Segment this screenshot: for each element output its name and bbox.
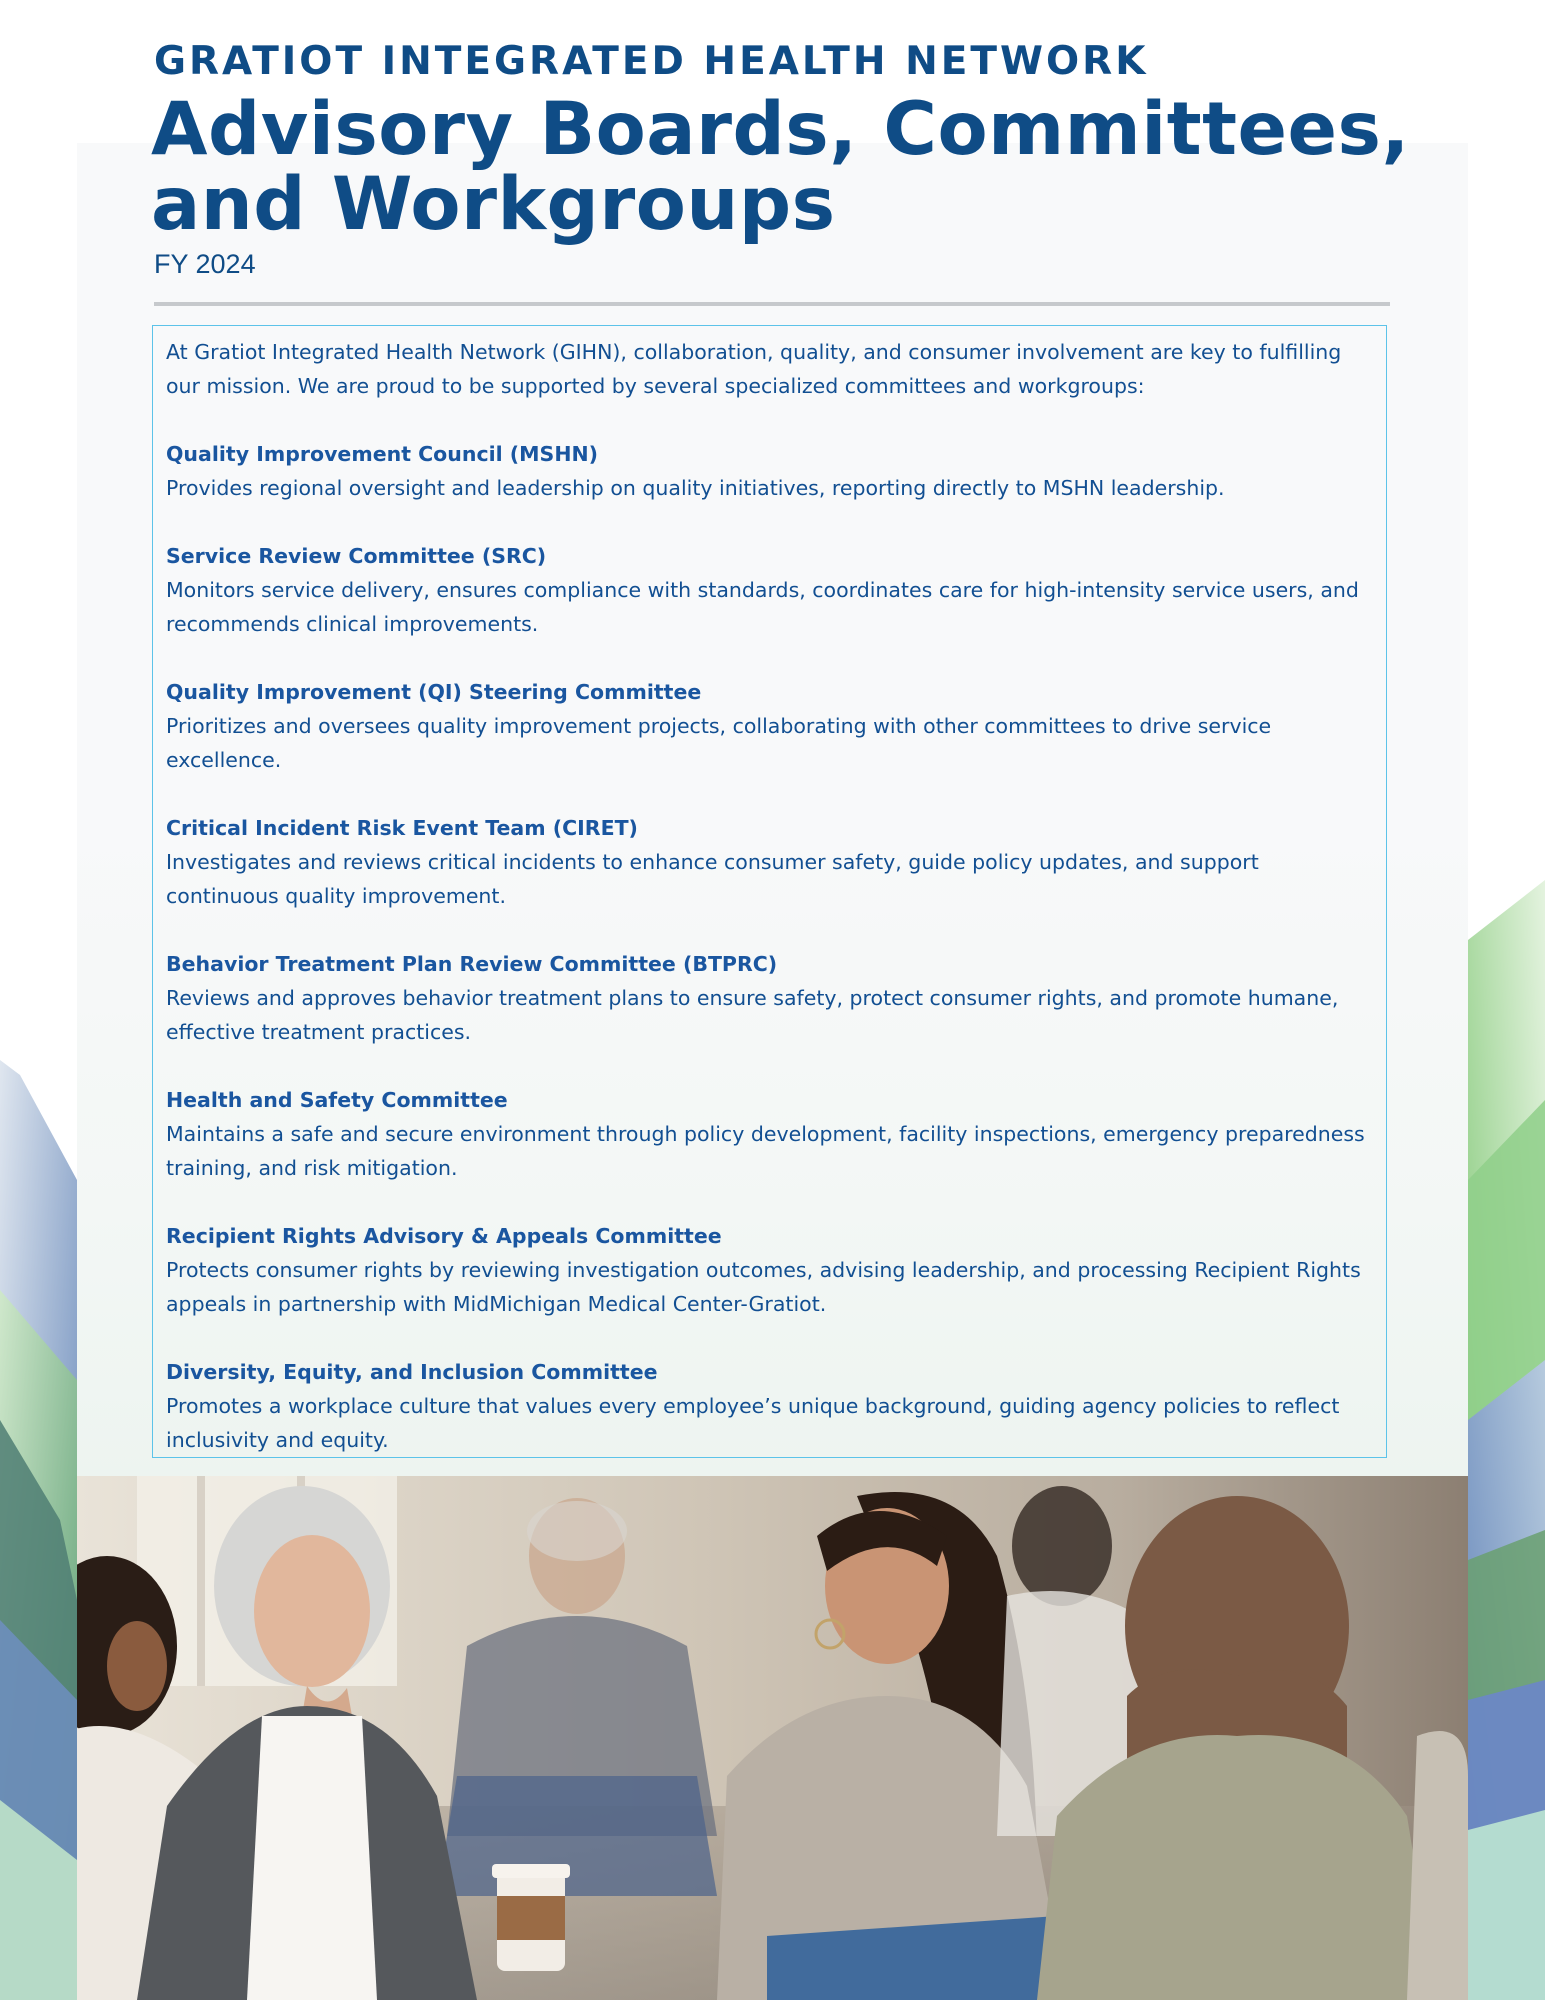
committee-item bbox=[166, 437, 1374, 505]
page-title bbox=[151, 87, 1454, 247]
committee-description: Maintains a safe and secure environment through policy development, facility inspections, emergency preparedness training, and risk mitigation. bbox=[166, 1122, 1365, 1180]
fiscal-year: FY 2024 bbox=[154, 249, 256, 279]
page-title-line-1: Advisory Boards, Committees, bbox=[151, 87, 1410, 172]
committee-description: Protects consumer rights by reviewing investigation outcomes, advising leadership, and processing Recipient Rights appeals in partnership with MidMichigan Medical Center-Gratiot. bbox=[166, 1258, 1361, 1316]
committees-box bbox=[152, 325, 1387, 1458]
committee-name: Behavior Treatment Plan Review Committee (BTPRC) bbox=[166, 952, 778, 976]
committee-name: Diversity, Equity, and Inclusion Committee bbox=[166, 1360, 658, 1384]
intro-paragraph: At Gratiot Integrated Health Network (GIHN), collaboration, quality, and consumer involvement are key to fulfilling our mission. We are proud to be supported by several specialized committees and workgroups: bbox=[166, 340, 1342, 398]
committee-description: Provides regional oversight and leadership on quality initiatives, reporting directly to MSHN leadership. bbox=[166, 476, 1225, 500]
organization-name: GRATIOT INTEGRATED HEALTH NETWORK bbox=[154, 39, 1149, 84]
committee-name: Recipient Rights Advisory & Appeals Committee bbox=[166, 1224, 722, 1248]
header-divider bbox=[154, 302, 1390, 306]
committee-description: Reviews and approves behavior treatment plans to ensure safety, protect consumer rights, and promote humane, effective treatment practices. bbox=[166, 986, 1339, 1044]
committee-name: Critical Incident Risk Event Team (CIRET) bbox=[166, 816, 638, 840]
committee-name: Quality Improvement (QI) Steering Committee bbox=[166, 680, 702, 704]
committee-name: Service Review Committee (SRC) bbox=[166, 544, 547, 568]
committee-description: Monitors service delivery, ensures compliance with standards, coordinates care for high-intensity service users, and recommends clinical improvements. bbox=[166, 578, 1359, 636]
committee-description: Prioritizes and oversees quality improvement projects, collaborating with other committees to drive service excellence. bbox=[166, 714, 1272, 772]
page-title-line-2: and Workgroups bbox=[151, 162, 836, 247]
committee-item bbox=[166, 1355, 1374, 1457]
committee-item bbox=[166, 947, 1374, 1049]
committee-item bbox=[166, 675, 1374, 777]
committee-item bbox=[166, 539, 1374, 641]
committee-name: Health and Safety Committee bbox=[166, 1088, 508, 1112]
committee-item bbox=[166, 1219, 1374, 1321]
page-header bbox=[151, 36, 1454, 280]
committee-name: Quality Improvement Council (MSHN) bbox=[166, 442, 599, 466]
committee-description: Promotes a workplace culture that values every employee’s unique background, guiding agency policies to reflect inclusivity and equity. bbox=[166, 1394, 1340, 1452]
committee-item bbox=[166, 1083, 1374, 1185]
committee-description: Investigates and reviews critical incidents to enhance consumer safety, guide policy updates, and support continuous quality improvement. bbox=[166, 850, 1259, 908]
group-discussion-photo bbox=[77, 1476, 1468, 2000]
committee-item bbox=[166, 811, 1374, 913]
